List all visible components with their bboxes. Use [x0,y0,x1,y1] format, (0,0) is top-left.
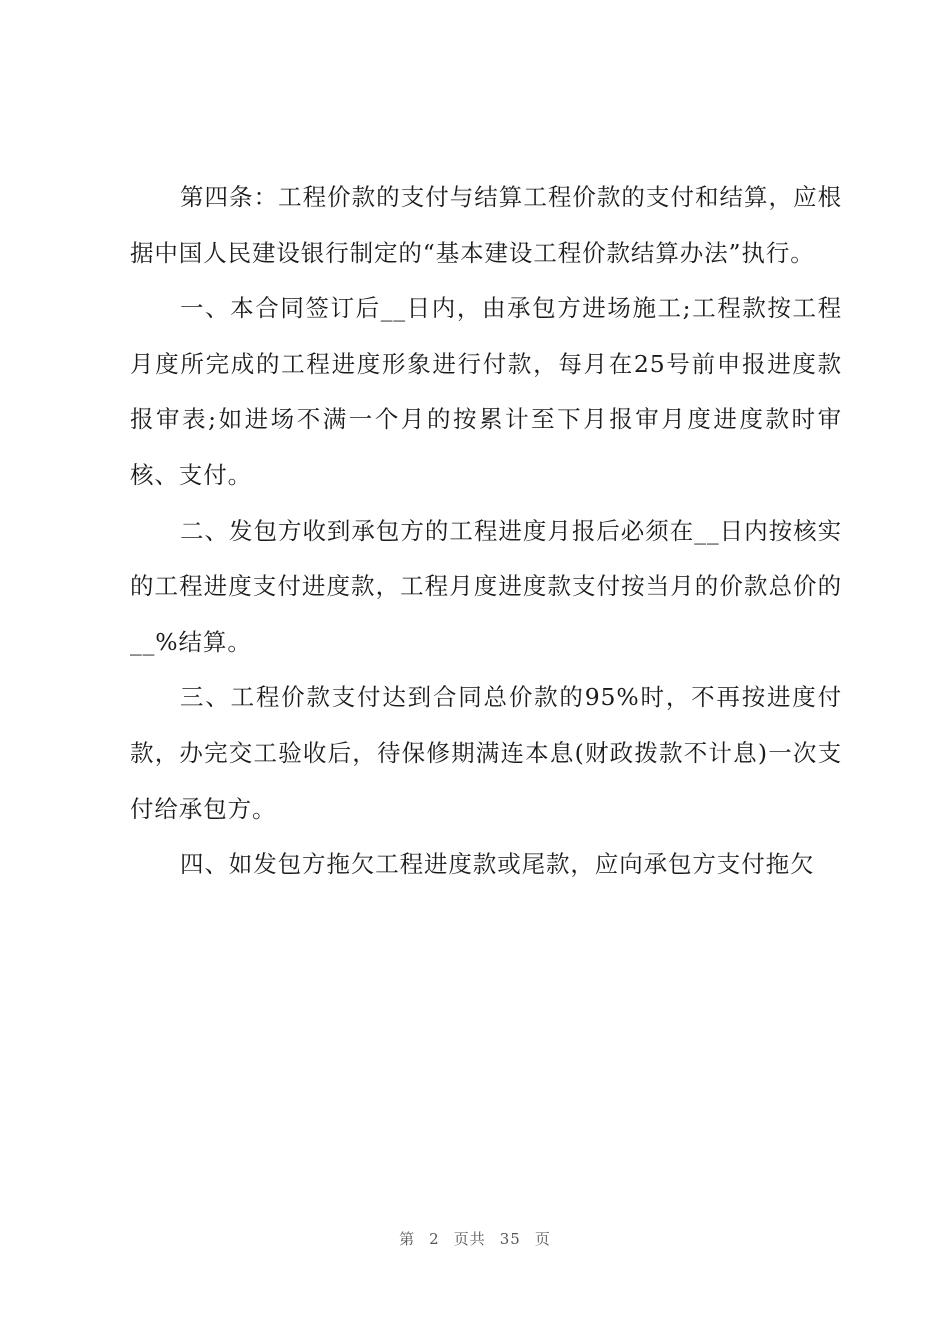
footer-label-page: 第 [399,1230,416,1248]
paragraph-article-four: 第四条：工程价款的支付与结算工程价款的支付和结算，应根据中国人民建设银行制定的“基本建设工程价款结算办法”执行。 [130,183,842,267]
paragraph-clause-three: 三、工程价款支付达到合同总价款的95%时，不再按进度付款，办完交工验收后，待保修期满连本息(财政拨款不计息)一次支付给承包方。 [130,683,842,823]
footer-total-pages: 35 [499,1230,521,1248]
paragraph-clause-one: 一、本合同签订后__日内，由承包方进场施工;工程款按工程月度所完成的工程进度形象进行付款，每月在25号前申报进度款报审表;如进场不满一个月的按累计至下月报审月度进度款时审核、支付。 [130,294,842,489]
page-footer [0,1228,950,1249]
document-body [130,170,842,893]
paragraph-clause-two: 二、发包方收到承包方的工程进度月报后必须在__日内按核实的工程进度支付进度款，工程月度进度款支付按当月的价款总价的__%结算。 [130,516,842,656]
footer-current-page: 2 [429,1230,440,1248]
footer-label-end: 页 [534,1230,551,1248]
paragraph-clause-four: 四、如发包方拖欠工程进度款或尾款，应向承包方支付拖欠 [180,850,815,879]
footer-label-of: 页共 [453,1230,486,1248]
